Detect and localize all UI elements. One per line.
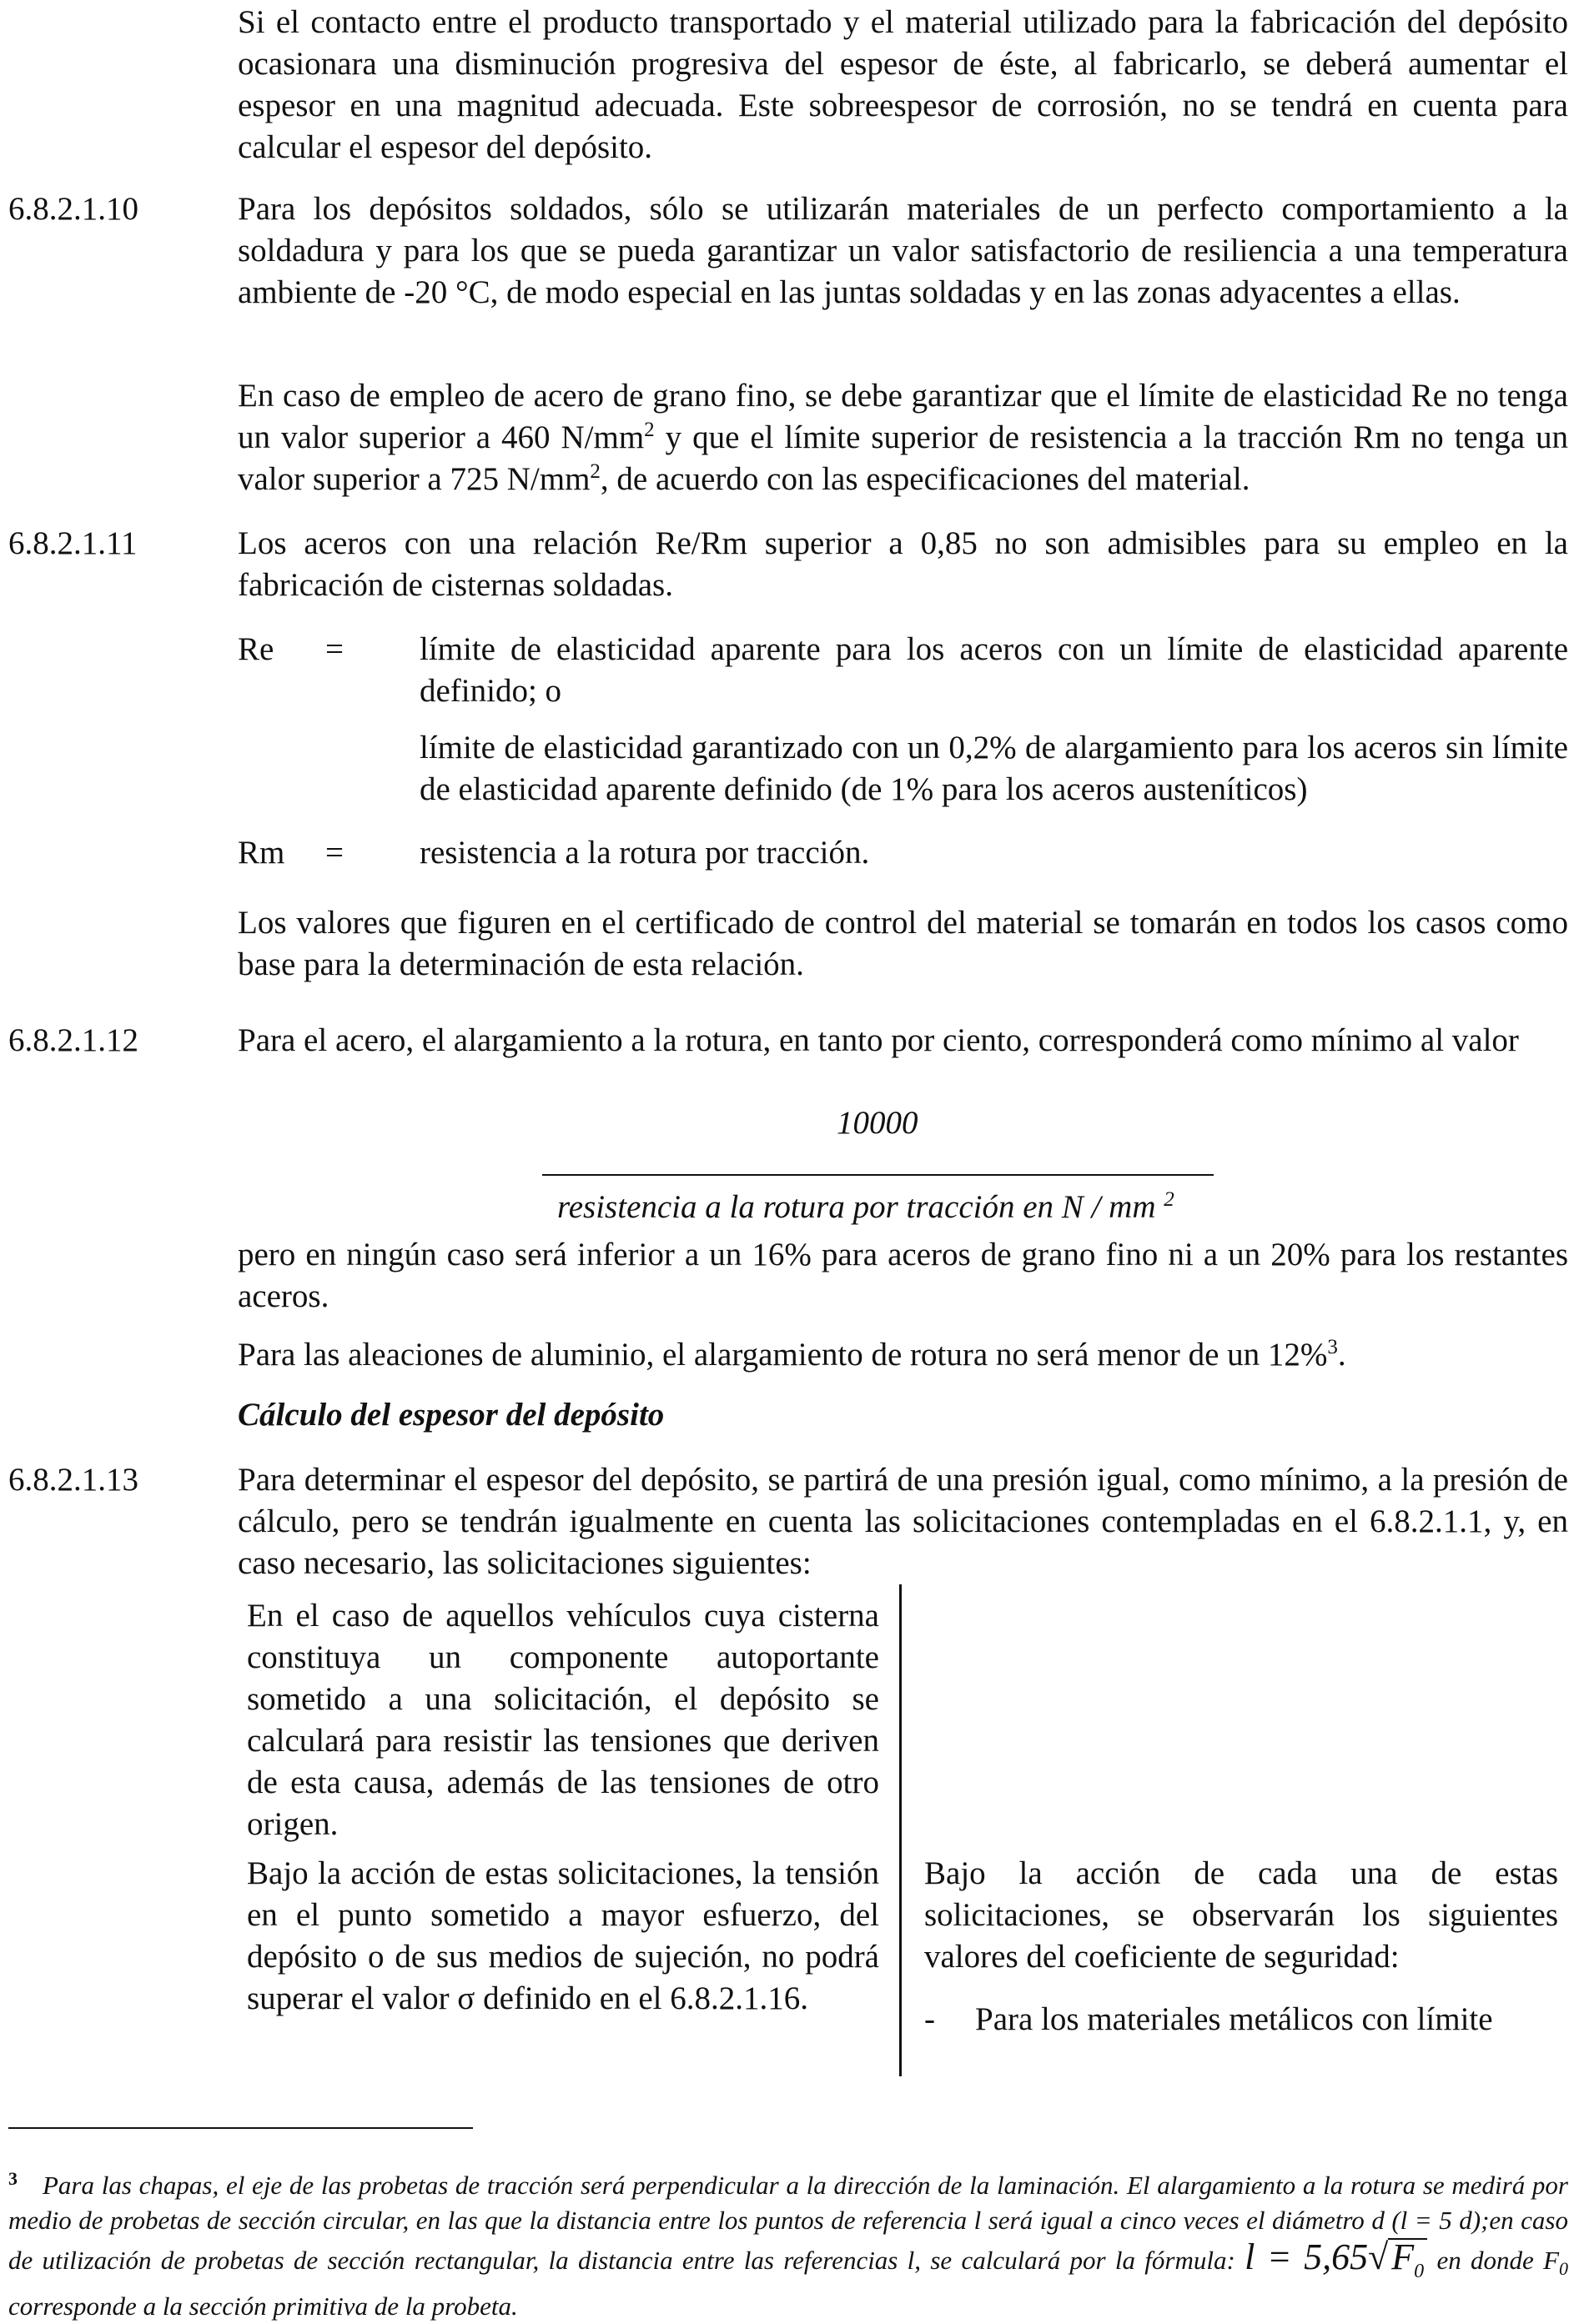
left-column <box>247 1595 879 1845</box>
re-equals: = <box>325 631 344 667</box>
section-heading: Cálculo del espesor del depósito <box>238 1397 665 1433</box>
right-column <box>924 1853 1558 1978</box>
re-definition-2: límite de elasticidad garantizado con un 0,2% de alargamiento para los aceros sin límite de elasticidad aparente definido (de 1% para los aceros austeníticos) <box>420 730 1568 807</box>
s10-paragraph-2: En caso de empleo de acero de grano fino, se debe garantizar que el límite de elasticidad Re no tenga un valor superior a 460 $N/mm^2$ y que el límite superior de resistencia a la tracción Rm no tenga un valor superior a 725 $N/mm^2$, de acuerdo con las especificaciones del material. <box>238 378 1568 497</box>
section-number: 6.8.2.1.12 <box>8 1022 138 1058</box>
fraction-numerator: 10000 <box>837 1105 918 1141</box>
s13-paragraph-1: Para determinar el espesor del depósito, se partirá de una presión igual, como mínimo, a la presión de cálculo, pero se tendrán igualmente en cuenta las solicitaciones contempladas en el 6.8.2.1.1, y, en caso necesario, las solicitaciones siguientes: <box>238 1462 1568 1581</box>
fraction-denominator: resistencia a la rotura por tracción en N / mm $^2$ <box>557 1188 1174 1225</box>
right-column-paragraph: Bajo la acción de cada una de estas solicitaciones, se observarán los siguientes valores del coeficiente de seguridad: <box>924 1855 1558 1975</box>
left-column-2 <box>247 1853 879 2020</box>
section-number: 6.8.2.1.13 <box>8 1462 138 1498</box>
footnote-tail: en donde $F_0$ corresponde a la sección primitiva de la probeta. <box>8 2246 1569 2321</box>
re-definition-1: límite de elasticidad aparente para los aceros con un límite de elasticidad aparente definido; o <box>420 631 1568 709</box>
right-column-list-item <box>924 1999 1568 2040</box>
rm-equals: = <box>325 835 344 871</box>
footnote-formula: $l = 5,65√F_0$ <box>1245 2236 1427 2277</box>
list-item-text: Para los materiales metálicos con límite <box>975 2001 1493 2037</box>
footnote-mark: 3 <box>8 2167 18 2189</box>
section-number: 6.8.2.1.11 <box>8 525 138 561</box>
s12-paragraph-3: Para las aleaciones de aluminio, el alargamiento de rotura no será menor de un 12%$^3$. <box>238 1336 1346 1373</box>
footnote-separator <box>8 2127 473 2129</box>
left-column-paragraph-2: Bajo la acción de estas solicitaciones, la tensión en el punto sometido a mayor esfuerzo, del depósito o de sus medios de sujeción, no podrá superar el valor σ definido en el 6.8.2.1.16. <box>247 1855 879 2016</box>
s12-paragraph-1: Para el acero, el alargamiento a la rotura, en tanto por ciento, corresponderá como mínimo al valor <box>238 1022 1519 1058</box>
s11-paragraph-1: Los aceros con una relación Re/Rm superior a 0,85 no son admisibles para su empleo en la fabricación de cisternas soldadas. <box>238 525 1568 603</box>
section-number: 6.8.2.1.10 <box>8 191 138 227</box>
intro-paragraph: Si el contacto entre el producto transportado y el material utilizado para la fabricación del depósito ocasionara una disminución progresiva del espesor de éste, al fabricarlo, se deberá aumentar el espesor en una magnitud adecuada. Este sobreespesor de corrosión, no se tendrá en cuenta para calcular el espesor del depósito. <box>238 4 1568 165</box>
s11-paragraph-2: Los valores que figuren en el certificado de control del material se tomarán en todos los casos como base para la determinación de esta relación. <box>238 905 1568 982</box>
footnote-text: Para las chapas, el eje de las probetas de tracción será perpendicular a la dirección de la laminación. El alargamiento a la rotura se medirá por medio de probetas de sección circular, en las que la distancia entre los puntos de referencia l será igual a cinco veces el diámetro d (l = 5 d);en caso de utilización de probetas de sección rectangular, la distancia entre las referencias l, se calculará por la fórmula: <box>8 2171 1568 2275</box>
left-column-paragraph-1: En el caso de aquellos vehículos cuya cisterna constituya un componente autoportante sometido a una solicitación, el depósito se calculará para resistir las tensiones que deriven de esta causa, además de las tensiones de otro origen. <box>247 1598 879 1842</box>
re-term: Re <box>238 631 274 667</box>
column-divider <box>899 1584 902 2076</box>
footnote <box>8 2168 1568 2324</box>
rm-definition: resistencia a la rotura por tracción. <box>420 835 870 871</box>
s12-paragraph-2: pero en ningún caso será inferior a un 16% para aceros de grano fino ni a un 20% para los restantes aceros. <box>238 1237 1568 1314</box>
fraction-bar <box>542 1174 1214 1176</box>
rm-term: Rm <box>238 835 285 871</box>
list-dash: - <box>924 2001 935 2037</box>
s10-paragraph-1: Para los depósitos soldados, sólo se utilizarán materiales de un perfecto comportamiento a la soldadura y para los que se pueda garantizar un valor satisfactorio de resiliencia a una temperatura ambiente de -20 °C, de modo especial en las juntas soldadas y en las zonas adyacentes a ellas. <box>238 191 1568 310</box>
